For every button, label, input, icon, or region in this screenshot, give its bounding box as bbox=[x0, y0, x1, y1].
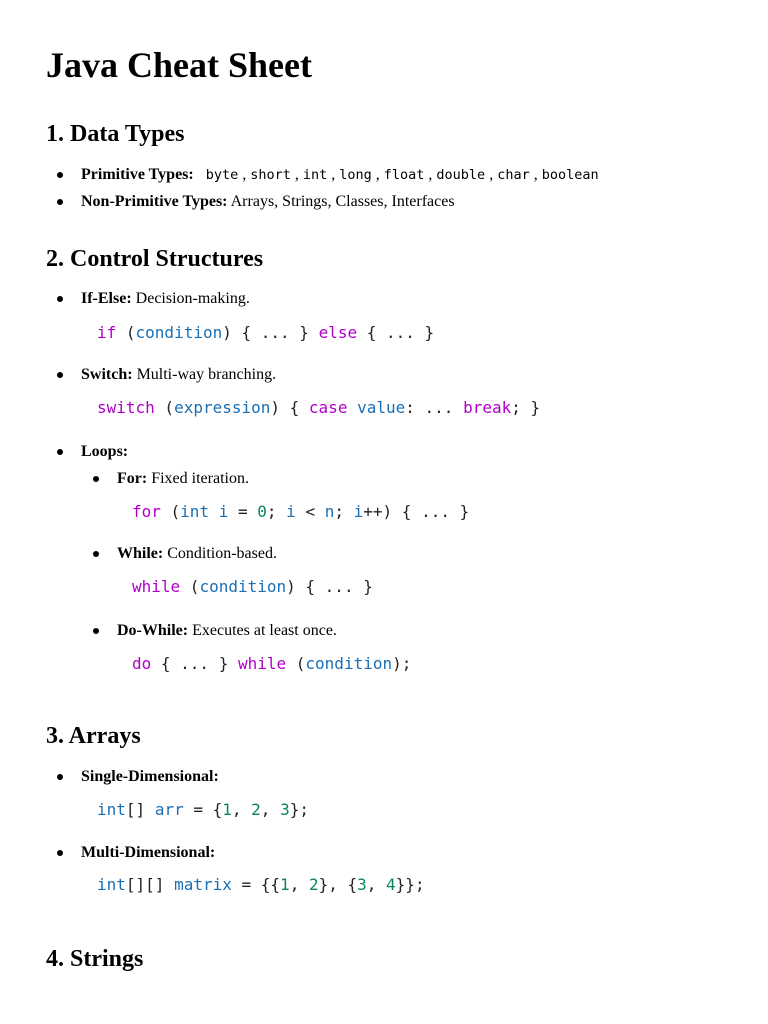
code-block-while: while (condition) { ... } bbox=[132, 577, 373, 596]
code-int: int bbox=[302, 167, 328, 183]
code-block-multi-dimensional: int[][] matrix = {{1, 2}, {3, 4}}; bbox=[97, 875, 425, 894]
code-block-do-while: do { ... } while (condition); bbox=[132, 654, 412, 673]
code-double: double bbox=[436, 167, 486, 183]
item-text: Decision-making. bbox=[135, 290, 250, 307]
code-block-single-dimensional: int[] arr = {1, 2, 3}; bbox=[97, 800, 309, 819]
list-item-loops bbox=[81, 442, 128, 462]
list-item-while bbox=[117, 544, 277, 564]
section-heading-arrays: 3. Arrays bbox=[46, 723, 141, 749]
code-float: float bbox=[383, 167, 425, 183]
code-short: short bbox=[250, 167, 291, 183]
item-label: Single-Dimensional: bbox=[81, 768, 219, 785]
section-heading-control-structures: 2. Control Structures bbox=[46, 246, 264, 272]
item-label: While: bbox=[117, 545, 164, 562]
item-text: Condition-based. bbox=[167, 545, 277, 562]
list-item-if-else bbox=[81, 289, 250, 309]
item-label: Loops: bbox=[81, 443, 129, 460]
list-item-multi-dimensional bbox=[81, 843, 215, 863]
list-item-primitive-types: Primitive Types: byte , short , int , long , float , double , char , boolean bbox=[81, 166, 599, 183]
item-label: Do-While: bbox=[117, 622, 189, 639]
item-label: Switch: bbox=[81, 366, 133, 383]
code-char: char bbox=[497, 167, 530, 183]
code-block-switch: switch (expression) { case value: ... break; } bbox=[97, 398, 541, 417]
code-boolean: boolean bbox=[541, 167, 599, 183]
list-item-switch bbox=[81, 365, 276, 385]
code-byte: byte bbox=[205, 167, 239, 183]
section-heading-data-types: 1. Data Types bbox=[46, 121, 185, 147]
page-title: Java Cheat Sheet bbox=[46, 45, 312, 85]
item-text: Fixed iteration. bbox=[151, 470, 249, 487]
code-long: long bbox=[339, 167, 372, 183]
item-label: Non-Primitive Types: bbox=[81, 193, 228, 210]
item-text: Multi-way branching. bbox=[136, 366, 277, 383]
item-text: Arrays, Strings, Classes, Interfaces bbox=[230, 193, 455, 210]
list-item-non-primitive-types bbox=[81, 192, 455, 212]
item-label: Multi-Dimensional: bbox=[81, 844, 216, 861]
item-label: If-Else: bbox=[81, 290, 132, 307]
code-block-if-else: if (condition) { ... } else { ... } bbox=[97, 323, 435, 342]
section-heading-strings: 4. Strings bbox=[46, 946, 144, 972]
item-label: Primitive Types: bbox=[81, 166, 194, 183]
list-item-single-dimensional bbox=[81, 767, 219, 787]
item-label: For: bbox=[117, 470, 148, 487]
item-text: Executes at least once. bbox=[192, 622, 337, 639]
list-item-do-while bbox=[117, 621, 337, 641]
code-block-for: for (int i = 0; i < n; i++) { ... } bbox=[132, 502, 470, 521]
list-item-for bbox=[117, 469, 249, 489]
